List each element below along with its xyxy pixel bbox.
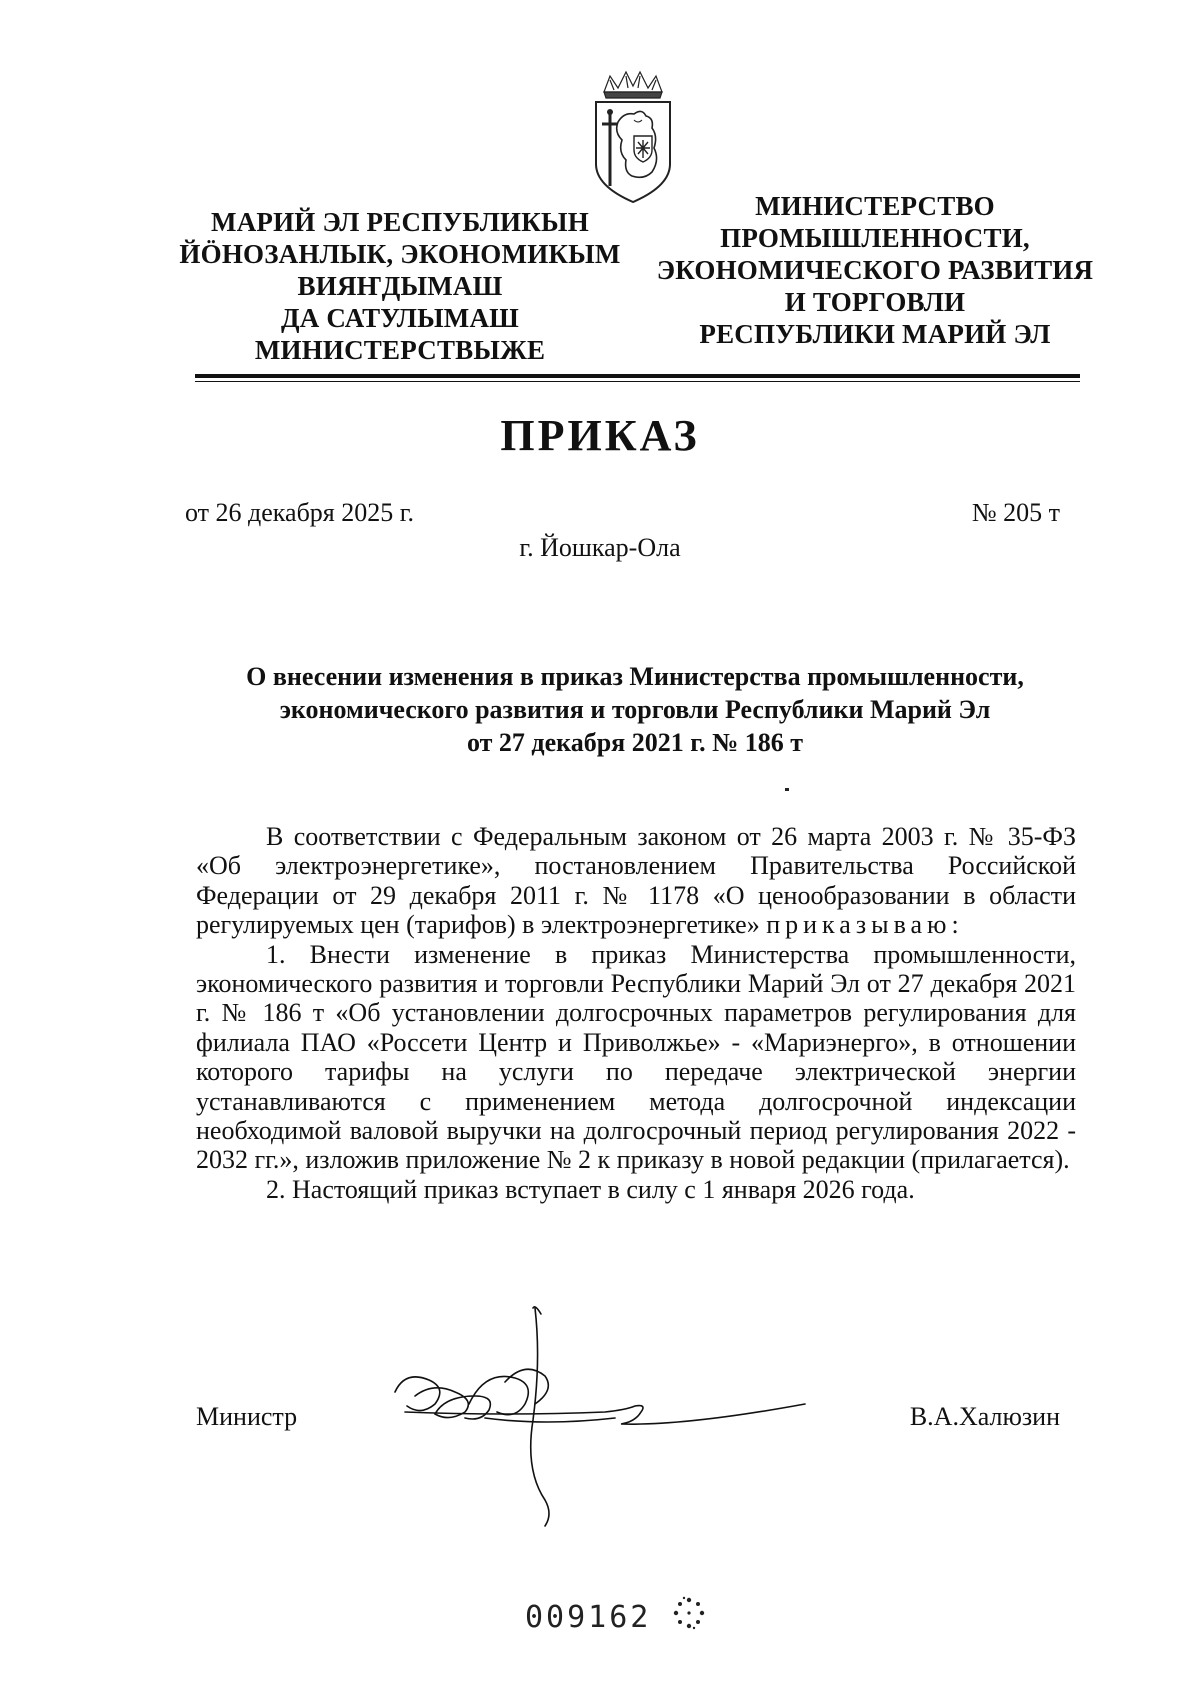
- header-left-line: ЙӦНОЗАНЛЫК, ЭКОНОМИКЫМ: [179, 239, 621, 269]
- item-2-paragraph: 2. Настоящий приказ вступает в силу с 1 января 2026 года.: [266, 1174, 915, 1204]
- subject-line: от 27 декабря 2021 г. № 186 т: [466, 728, 803, 757]
- document-city: г. Йошкар-Ола: [519, 533, 681, 562]
- header-left-line: МИНИСТЕРСТВЫЖЕ: [254, 335, 546, 365]
- header-right-line: РЕСПУБЛИКИ МАРИЙ ЭЛ: [699, 319, 1051, 349]
- header-mari-ministry-name: [170, 206, 630, 366]
- document-body: [196, 822, 1076, 1204]
- subject-line: О внесении изменения в приказ Министерства промышленности,: [246, 662, 1024, 691]
- header-right-line: ЭКОНОМИЧЕСКОГО РАЗВИТИЯ: [656, 255, 1094, 285]
- signatory-name: В.А.Халюзин: [909, 1402, 1060, 1431]
- header-divider-thick: [195, 374, 1080, 378]
- order-word: приказываю:: [766, 910, 964, 940]
- subject-line: экономического развития и торговли Республики Марий Эл: [279, 695, 991, 724]
- signatory-role: Министр: [196, 1402, 298, 1431]
- document-number: № 205 т: [971, 498, 1060, 527]
- header-left-line: ВИЯҤДЫМАШ: [297, 271, 503, 301]
- header-russian-ministry-name: [640, 190, 1110, 350]
- header-left-line: МАРИЙ ЭЛ РЕСПУБЛИКЫН: [211, 207, 589, 237]
- handwritten-signature: [385, 1300, 815, 1530]
- header-divider-thin: [195, 381, 1080, 382]
- preamble-paragraph: [196, 822, 1076, 940]
- asterisk-stamp-icon: [670, 1594, 708, 1632]
- header-left-line: ДА САТУЛЫМАШ: [280, 303, 520, 333]
- document-type-title: ПРИКАЗ: [500, 411, 700, 460]
- item-1-paragraph: 1. Внести изменение в приказ Министерства промышленности, экономического развития и торговли Республики Марий Эл от 27 декабря 2021 г. № 186 т «Об установлении долгосрочных параметров регулирования для филиала ПАО «Россети Центр и Приволжье» - «Мариэнерго», в отношении которого тарифы на услуги по передаче электрической энергии устанавливаются с применением метода долгосрочной индексации необходимой валовой выручки на долгосрочный период регулирования 2022 - 2032 гг.», изложив приложение № 2 к приказу в новой редакции (прилагается).: [196, 939, 1076, 1175]
- header-right-line: МИНИСТЕРСТВО: [755, 191, 995, 221]
- header-right-line: И ТОРГОВЛИ: [784, 287, 966, 317]
- stray-dot: [785, 788, 789, 791]
- document-subject: [170, 660, 1100, 759]
- preamble-text: В соответствии с Федеральным законом от 26 марта 2003 г. № 35-ФЗ «Об электроэнергетике», постановлением Правительства Российской Федерации от 29 декабря 2011 г. № 1178 «О ценообразовании в области регулируемых цен (тарифов) в электроэнергетике»: [196, 822, 1076, 940]
- header-right-line: ПРОМЫШЛЕННОСТИ,: [720, 223, 1030, 253]
- serial-number: 009162: [525, 1600, 652, 1635]
- coat-of-arms-emblem: [588, 68, 678, 208]
- document-date: от 26 декабря 2025 г.: [185, 498, 414, 527]
